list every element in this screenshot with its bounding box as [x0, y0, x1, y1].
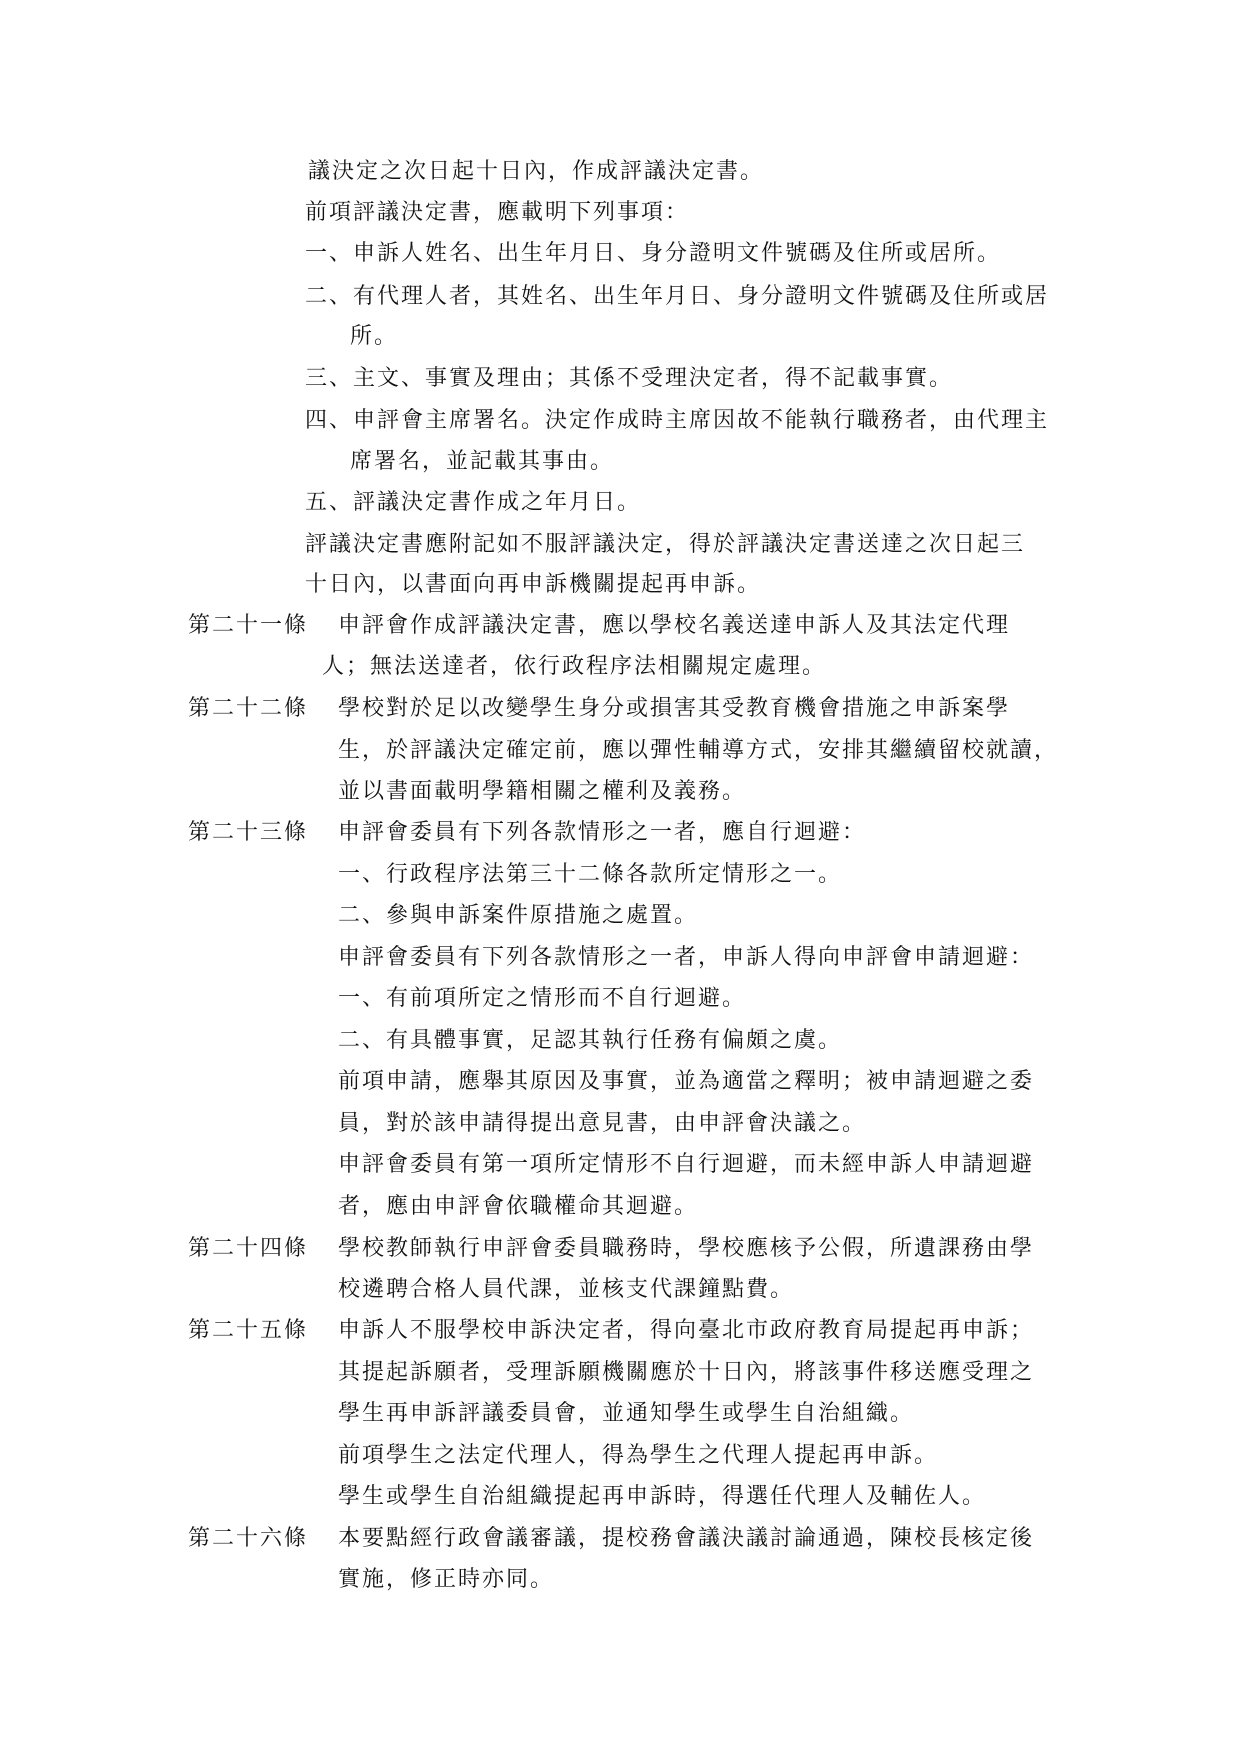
article-text: 本要點經行政會議審議，提校務會議決議討論通過，陳校長核定後 [338, 1526, 1035, 1551]
article-number: 第二十四條 [188, 1236, 309, 1261]
article-text: 員，對於該申請得提出意見書，由申評會決議之。 [338, 1111, 867, 1136]
article-text: 學校對於足以改變學生身分或損害其受教育機會措施之申訴案學 [338, 696, 1011, 721]
article-text: 其提起訴願者，受理訴願機關應於十日內，將該事件移送應受理之 [338, 1360, 1035, 1385]
list-item: 三、主文、事實及理由；其係不受理決定者，得不記載事實。 [305, 366, 954, 391]
list-item: 一、有前項所定之情形而不自行迴避。 [338, 986, 747, 1011]
article-number: 第二十一條 [188, 613, 309, 638]
list-item: 四、申評會主席署名。決定作成時主席因故不能執行職務者，由代理主 [305, 408, 1050, 433]
article-text: 學生再申訴評議委員會，並通知學生或學生自治組織。 [338, 1401, 915, 1426]
list-item-continuation: 席署名，並記載其事由。 [350, 449, 615, 474]
article-text: 並以書面載明學籍相關之權利及義務。 [338, 779, 747, 804]
article-text: 申評會委員有下列各款情形之一者，申訴人得向申評會申請迴避： [338, 945, 1035, 970]
article-number: 第二十六條 [188, 1526, 309, 1551]
article-text: 人；無法送達者，依行政程序法相關規定處理。 [322, 654, 827, 679]
list-item: 一、行政程序法第三十二條各款所定情形之一。 [338, 862, 843, 887]
article-text: 校遴聘合格人員代課，並核支代課鐘點費。 [338, 1277, 795, 1302]
article-text: 學校教師執行申評會委員職務時，學校應核予公假，所遺課務由學 [338, 1236, 1035, 1261]
list-item-continuation: 所。 [350, 324, 399, 349]
article-text: 申評會委員有下列各款情形之一者，應自行迴避： [338, 820, 867, 845]
list-item: 二、有代理人者，其姓名、出生年月日、身分證明文件號碼及住所或居 [305, 284, 1050, 309]
text-line: 十日內，以書面向再申訴機關提起再申訴。 [305, 572, 762, 597]
article-number: 第二十三條 [188, 820, 309, 845]
text-line: 評議決定書應附記如不服評議決定，得於評議決定書送達之次日起三 [305, 532, 1026, 557]
article-text: 前項申請，應舉其原因及事實，並為適當之釋明；被申請迴避之委 [338, 1069, 1035, 1094]
list-item: 二、參與申訴案件原措施之處置。 [338, 903, 699, 928]
text-line: 議決定之次日起十日內，作成評議決定書。 [308, 159, 765, 184]
article-text: 實施，修正時亦同。 [338, 1567, 555, 1592]
article-text: 生，於評議決定確定前，應以彈性輔導方式，安排其繼續留校就讀， [338, 738, 1059, 763]
article-text: 者，應由申評會依職權命其迴避。 [338, 1194, 699, 1219]
list-item: 五、評議決定書作成之年月日。 [305, 490, 642, 515]
article-number: 第二十二條 [188, 696, 309, 721]
article-text: 申評會作成評議決定書，應以學校名義送達申訴人及其法定代理 [338, 613, 1011, 638]
list-item: 一、申訴人姓名、出生年月日、身分證明文件號碼及住所或居所。 [305, 241, 1002, 266]
article-number: 第二十五條 [188, 1318, 309, 1343]
article-text: 前項學生之法定代理人，得為學生之代理人提起再申訴。 [338, 1443, 939, 1468]
list-item: 二、有具體事實，足認其執行任務有偏頗之虞。 [338, 1028, 843, 1053]
article-text: 申訴人不服學校申訴決定者，得向臺北市政府教育局提起再申訴； [338, 1318, 1035, 1343]
article-text: 申評會委員有第一項所定情形不自行迴避，而未經申訴人申請迴避 [338, 1152, 1035, 1177]
article-text: 學生或學生自治組織提起再申訴時，得選任代理人及輔佐人。 [338, 1484, 987, 1509]
text-line: 前項評議決定書，應載明下列事項： [305, 200, 690, 225]
